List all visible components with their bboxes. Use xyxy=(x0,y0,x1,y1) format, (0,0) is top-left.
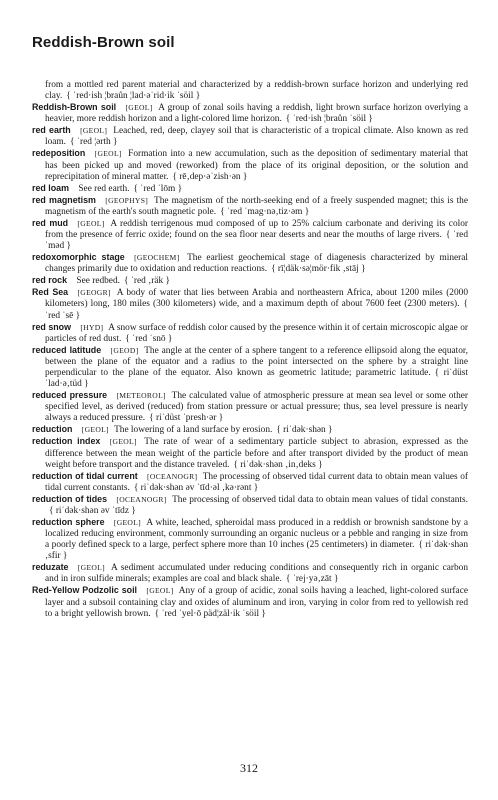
dictionary-entry xyxy=(32,218,468,252)
entry-definition: The magnetism of the north-seeking end of a freely suspended magnet; this is the magnetism of the earth's south magnetic pole. xyxy=(45,195,468,217)
entry-pronunciation: { riˈdüst ˈpresh·ər } xyxy=(149,413,224,424)
entry-term: Reddish-Brown soil xyxy=(32,102,117,113)
entry-definition: A group of zonal soils having a reddish, light brown surface horizon overlying a heavier, more reddish horizon and a light-colored lime horizon. xyxy=(45,103,468,125)
dictionary-entry xyxy=(32,322,468,345)
entry-term: reduction index xyxy=(32,436,101,447)
entry-definition: A sediment accumulated under reducing conditions and consequently rich in organic carbon and in iron sulfide minerals; examples are coal and black shale. xyxy=(45,563,469,585)
entry-definition: The earliest geochemical stage of diagenesis characterized by mineral changes primarily due to oxidation and reduction reactions. xyxy=(45,253,469,275)
entry-field-label: [GEOL] xyxy=(81,425,109,435)
page-number: 312 xyxy=(240,761,258,775)
entry-pronunciation: { riˈdək·shən ‚sfir } xyxy=(45,540,468,562)
entry-field-label: [OCEANOGR] xyxy=(116,494,167,504)
entry-pronunciation: { rē‚dep·əˈzish·ən } xyxy=(172,171,248,182)
entry-term: red mud xyxy=(32,217,69,228)
dictionary-entry xyxy=(32,148,468,182)
entry-field-label: [GEOL] xyxy=(80,126,108,136)
entry-field-label: [GEOL] xyxy=(146,586,174,596)
dictionary-entry xyxy=(32,517,468,562)
entry-field-label: [OCEANOGR] xyxy=(147,471,198,481)
dictionary-entry xyxy=(32,424,468,436)
entry-definition: The processing of observed tidal data to obtain mean values of tidal constants. xyxy=(172,494,468,505)
entry-definition: A white, leached, spheroidal mass produced in a reddish or brownish sandstone by a localized reducing environment, commonly surrounding an organic nucleus or a pebble and ranging in size from a poorly defined speck to a large, perfect sphere more than 10 inches (25 centimeters) in diameter. xyxy=(45,517,468,551)
entry-pronunciation: { ˈred ‚räk } xyxy=(123,276,171,287)
entry-pronunciation: { ˈred·ish ¦braůn ˈsöil } xyxy=(285,114,373,125)
entry-definition: See red earth. xyxy=(78,183,130,194)
dictionary-entry xyxy=(32,436,468,470)
entry-pronunciation: { riˈdək·shən } xyxy=(276,425,333,436)
entry-pronunciation: { riˈdüst ˈlad·ə‚tüd } xyxy=(45,367,468,390)
dictionary-entry xyxy=(32,102,468,125)
dictionary-entry xyxy=(32,275,468,287)
entry-pronunciation: { rī¦däk·sə¦mör·fik ‚stāj } xyxy=(271,264,366,275)
dictionary-entry xyxy=(32,390,468,424)
dictionary-entry xyxy=(32,252,468,275)
entry-term: reduction sphere xyxy=(32,516,105,527)
entry-term: redeposition xyxy=(32,148,86,159)
entry-definition: A body of water that lies between Arabia and northeastern Africa, about 1200 miles (2000 kilometers) long, 180 miles (300 kilometers) wide, and a maximum depth of about 7600 feet (2300 meters). xyxy=(45,288,468,310)
entry-definition: Any of a group of acidic, zonal soils having a leached, light-colored surface layer and a subsoil containing clay and oxides of aluminum and iron, varying in color from red to yellowish red to a bright yellowish brown. xyxy=(45,586,468,619)
entry-definition: The lowering of a land surface by erosion. xyxy=(114,425,273,436)
entry-field-label: [GEOL] xyxy=(109,437,137,447)
entry-pronunciation: { ˈred ˈməd } xyxy=(45,230,468,252)
entry-definition: The angle at the center of a sphere tangent to a reference ellipsoid along the equator, between the plane of the equator and a radius to the point intersected on the sphere by a straight line perpendicular to the plane of the equator. Also known as geometric latitude; parametric latitude. xyxy=(45,345,468,378)
entry-pronunciation: { ˈred ˈsē } xyxy=(45,299,468,321)
entry-definition: The processing of observed tidal current data to obtain mean values of tidal current constants. xyxy=(45,471,469,493)
continued-entry xyxy=(32,80,468,102)
entry-definition: A snow surface of reddish color caused by the presence within it of certain microscopic algae or particles of red dust. xyxy=(45,322,468,344)
entry-pronunciation: { riˈdək·shən əv ˈtīd·əl ‚kə·rənt } xyxy=(133,482,259,493)
dictionary-entry xyxy=(32,125,468,148)
entry-term: Red-Yellow Podzolic soil xyxy=(32,585,138,596)
entry-term: redoxomorphic stage xyxy=(32,252,125,263)
entry-term: Red Sea xyxy=(32,287,69,298)
entry-field-label: [GEOD] xyxy=(110,345,139,355)
entry-field-label: [GEOGR] xyxy=(77,288,111,298)
entry-pronunciation: { riˈdək·shən əv ˈtīdz } xyxy=(49,505,136,516)
entry-field-label: [GEOL] xyxy=(94,149,122,159)
entry-pronunciation: { riˈdək·shən ‚in‚deks } xyxy=(233,459,323,470)
entry-term: reduction of tides xyxy=(32,493,108,504)
entry-term: red magnetism xyxy=(32,194,96,205)
entry-term: reduced latitude xyxy=(32,344,102,355)
entry-term: reduction xyxy=(32,424,73,435)
entry-definition: Leached, red, deep, clayey soil that is characteristic of a tropical climate. Also known as red loam. xyxy=(45,126,468,148)
entry-pronunciation: { ˈred ˈlōm } xyxy=(133,183,183,194)
entry-term: red earth xyxy=(32,125,71,136)
entry-term: reduction of tidal current xyxy=(32,470,138,481)
entry-field-label: [HYD] xyxy=(80,322,104,332)
dictionary-entry xyxy=(32,345,468,390)
entry-term: reduzate xyxy=(32,562,69,573)
entry-field-label: [GEOCHEM] xyxy=(134,253,180,263)
dictionary-entry xyxy=(32,585,468,619)
entry-field-label: [GEOL] xyxy=(77,563,105,573)
entry-field-label: [GEOL] xyxy=(77,218,105,228)
entry-list xyxy=(32,80,468,620)
entry-field-label: [GEOL] xyxy=(113,517,141,527)
dictionary-entry xyxy=(32,183,468,195)
entry-definition: Formation into a new accumulation, such as the deposition of sedimentary material that has been picked up and moved (reworked) from the place of its original deposition, or the solution and reprecipitation of mineral matter. xyxy=(45,149,468,182)
entry-pronunciation: { ˈred ˈyel·ō päd¦zäl·ik ˈsöil } xyxy=(154,608,266,619)
entry-pronunciation: { ˈred ˈsnō } xyxy=(125,333,173,344)
running-head: Reddish-Brown soil xyxy=(32,34,175,51)
entry-pronunciation: { ˈred ¦ərth } xyxy=(70,137,118,148)
entry-term: red rock xyxy=(32,275,68,286)
entry-definition: The calculated value of atmospheric pressure at mean sea level or some other specified level, as derived (reduced) from station pressure or actual pressure; thus, sea level pressure is nearly always a reduced pressure. xyxy=(45,391,469,424)
entry-pronunciation: { ˈrej·yə‚zāt } xyxy=(285,574,339,585)
entry-definition: See redbed. xyxy=(76,276,120,287)
entry-field-label: [GEOL] xyxy=(125,103,153,113)
continued-definition: from a mottled red parent material and characterized by a reddish-brown surface horizon and underlying red clay. xyxy=(45,80,468,102)
dictionary-entry xyxy=(32,287,468,321)
entry-field-label: [METEOROL] xyxy=(116,391,166,401)
dictionary-entry xyxy=(32,562,468,585)
continued-pronunciation: { ˈred·ish ¦braůn ¦lad·əˈrid·ik ˈsöil } xyxy=(66,91,201,102)
entry-field-label: [GEOPHYS] xyxy=(105,195,149,205)
entry-definition: A reddish terrigenous mud composed of up to 25% calcium carbonate and deriving its color from the presence of ferric oxide; found on the sea floor near deserts and near the mouths of large rivers. xyxy=(45,218,469,241)
dictionary-entry xyxy=(32,471,468,494)
dictionary-entry xyxy=(32,195,468,218)
entry-definition: The rate of wear of a sedimentary particle subject to abrasion, expressed as the difference between the mean weight of the particle before and after transport divided by the product of mean weight before transport and the distance traveled. xyxy=(45,437,469,470)
dictionary-entry xyxy=(32,494,468,517)
entry-term: red snow xyxy=(32,321,71,332)
entry-pronunciation: { ˈred ˈmag·nə‚tiz·əm } xyxy=(220,206,310,217)
entry-term: red loam xyxy=(32,182,69,193)
entry-term: reduced pressure xyxy=(32,390,108,401)
